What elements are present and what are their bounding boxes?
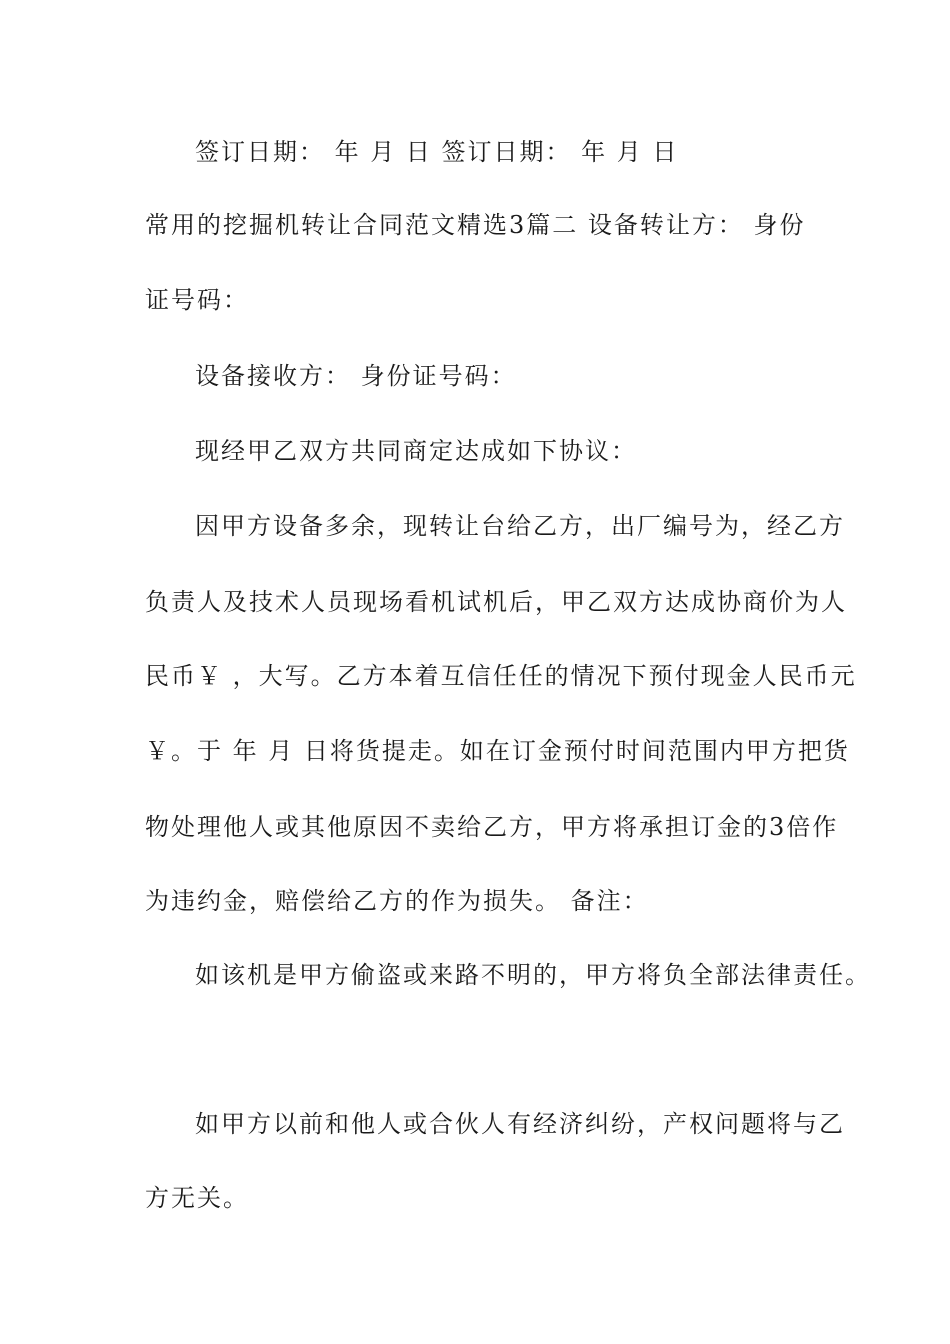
title-and-transferor-line: 常用的挖掘机转让合同范文精选3篇二 设备转让方： 身份 [145,211,806,239]
body-paragraph-line: 为违约金，赔偿给乙方的作为损失。 备注： [145,887,649,915]
receiver-line: 设备接收方： 身份证号码： [195,362,517,390]
signing-date-line: 签订日期： 年 月 日 签订日期： 年 月 日 [195,138,679,166]
note-line: 方无关。 [145,1184,249,1212]
transferor-id-line: 证号码： [145,286,249,314]
note-line: 如甲方以前和他人或合伙人有经济纠纷，产权问题将与乙 [195,1110,845,1138]
body-paragraph-line: ￥。于 年 月 日将货提走。如在订金预付时间范围内甲方把货 [145,737,850,765]
body-paragraph-line: 物处理他人或其他原因不卖给乙方，甲方将承担订金的3倍作 [145,813,839,841]
body-paragraph-line: 民币￥ ，大写。乙方本着互信任任的情况下预付现金人民币元 [145,662,857,690]
agreement-intro-line: 现经甲乙双方共同商定达成如下协议： [195,437,637,465]
body-paragraph-line: 因甲方设备多余，现转让台给乙方，出厂编号为，经乙方 [195,512,845,540]
note-line: 如该机是甲方偷盗或来路不明的，甲方将负全部法律责任。 [195,961,871,989]
body-paragraph-line: 负责人及技术人员现场看机试机后，甲乙双方达成协商价为人 [145,588,847,616]
